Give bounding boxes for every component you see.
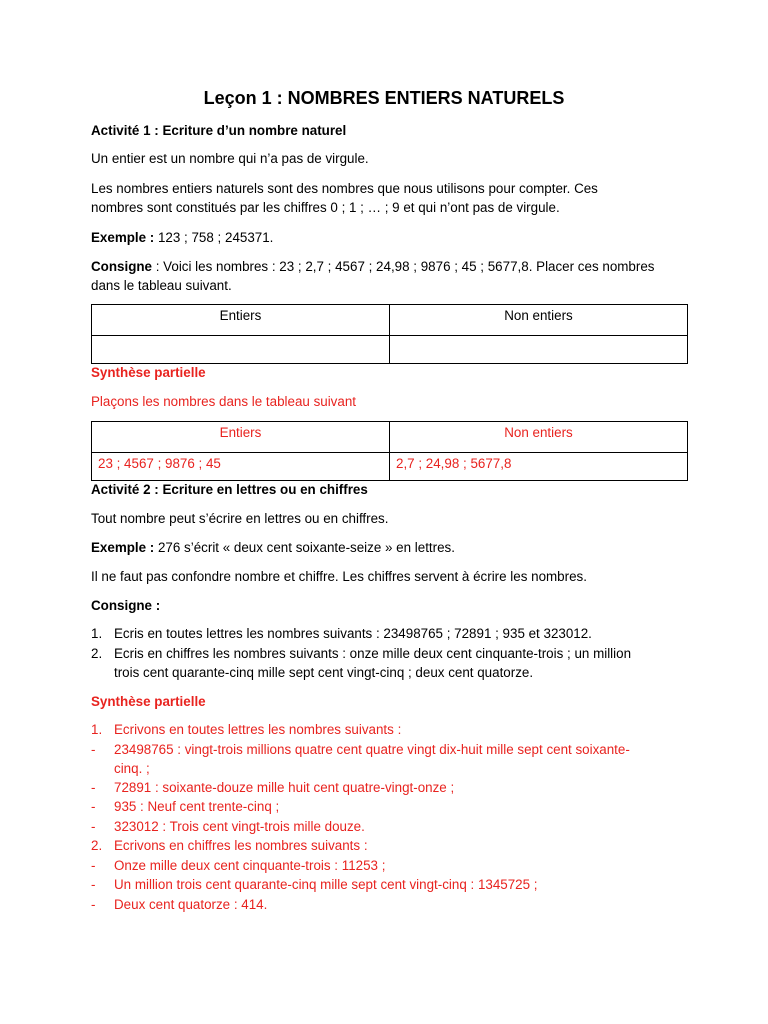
list-item: Ecris en chiffres les nombres suivants : onze mille deux cent cinquante-trois ; un million: [114, 646, 632, 661]
example-text: 276 s’écrit « deux cent soixante-seize » en lettres.: [154, 540, 455, 555]
example-label: Exemple :: [91, 540, 155, 555]
table-header-non-entiers: Non entiers: [390, 422, 688, 453]
list-number: 1.: [91, 626, 103, 641]
table-header-non-entiers: Non entiers: [390, 305, 688, 336]
consigne-line: [91, 258, 654, 276]
example-line: [91, 539, 455, 557]
synthesis-heading: Synthèse partielle: [91, 365, 206, 380]
paragraph-line: Les nombres entiers naturels sont des nombres que nous utilisons pour compter. Ces: [91, 181, 598, 196]
list-item: 935 : Neuf cent trente-cinq ;: [114, 799, 280, 814]
list-item: Ecrivons en chiffres les nombres suivants :: [114, 838, 368, 853]
list-dash: -: [91, 799, 96, 814]
list-dash: -: [91, 819, 96, 834]
definition-text: Un entier est un nombre qui n’a pas de virgule.: [91, 151, 369, 166]
activity1-heading: Activité 1 : Ecriture d’un nombre naturel: [91, 123, 347, 138]
table-cell: [390, 336, 688, 364]
empty-table: [91, 304, 688, 364]
table-header-entiers: Entiers: [92, 422, 390, 453]
table-cell-non-entiers: 2,7 ; 24,98 ; 5677,8: [390, 453, 688, 481]
activity2-heading: Activité 2 : Ecriture en lettres ou en chiffres: [91, 482, 368, 497]
table-header-entiers: Entiers: [92, 305, 390, 336]
paragraph-line: nombres sont constitués par les chiffres 0 ; 1 ; … ; 9 et qui n’ont pas de virgule.: [91, 200, 560, 215]
list-item: Onze mille deux cent cinquante-trois : 11253 ;: [114, 858, 386, 873]
consigne-label: Consigne :: [91, 598, 161, 613]
table-cell-entiers: 23 ; 4567 ; 9876 ; 45: [92, 453, 390, 481]
list-number: 1.: [91, 722, 103, 737]
synthesis-heading: Synthèse partielle: [91, 694, 206, 709]
list-item: 23498765 : vingt-trois millions quatre cent quatre vingt dix-huit mille sept cent soixante-: [114, 742, 630, 757]
list-dash: -: [91, 858, 96, 873]
list-number: 2.: [91, 838, 103, 853]
list-dash: -: [91, 742, 96, 757]
list-number: 2.: [91, 646, 103, 661]
synthesis-text: Plaçons les nombres dans le tableau suivant: [91, 394, 356, 409]
example-text: 123 ; 758 ; 245371.: [154, 230, 274, 245]
list-dash: -: [91, 877, 96, 892]
list-item: Un million trois cent quarante-cinq mille sept cent vingt-cinq : 1345725 ;: [114, 877, 538, 892]
paragraph-line: Il ne faut pas confondre nombre et chiffre. Les chiffres servent à écrire les nombres.: [91, 569, 587, 584]
consigne-line-2: dans le tableau suivant.: [91, 278, 232, 293]
list-item: 323012 : Trois cent vingt-trois mille douze.: [114, 819, 365, 834]
consigne-text: : Voici les nombres : 23 ; 2,7 ; 4567 ; 24,98 ; 9876 ; 45 ; 5677,8. Placer ces nombres: [152, 259, 655, 274]
list-item: 72891 : soixante-douze mille huit cent quatre-vingt-onze ;: [114, 780, 455, 795]
example-line: [91, 229, 273, 247]
list-item: Ecrivons en toutes lettres les nombres suivants :: [114, 722, 402, 737]
lesson-title: Leçon 1 : NOMBRES ENTIERS NATURELS: [203, 88, 565, 108]
paragraph-line: Tout nombre peut s’écrire en lettres ou en chiffres.: [91, 511, 389, 526]
list-dash: -: [91, 780, 96, 795]
consigne-label: Consigne: [91, 259, 153, 274]
example-label: Exemple :: [91, 230, 155, 245]
list-dash: -: [91, 897, 96, 912]
table-cell: [92, 336, 390, 364]
answer-table: [91, 421, 688, 481]
list-item-cont: trois cent quarante-cinq mille sept cent vingt-cinq ; deux cent quatorze.: [114, 665, 534, 680]
list-item-cont: cinq. ;: [114, 761, 150, 776]
list-item: Deux cent quatorze : 414.: [114, 897, 268, 912]
list-item: Ecris en toutes lettres les nombres suivants : 23498765 ; 72891 ; 935 et 323012.: [114, 626, 592, 641]
